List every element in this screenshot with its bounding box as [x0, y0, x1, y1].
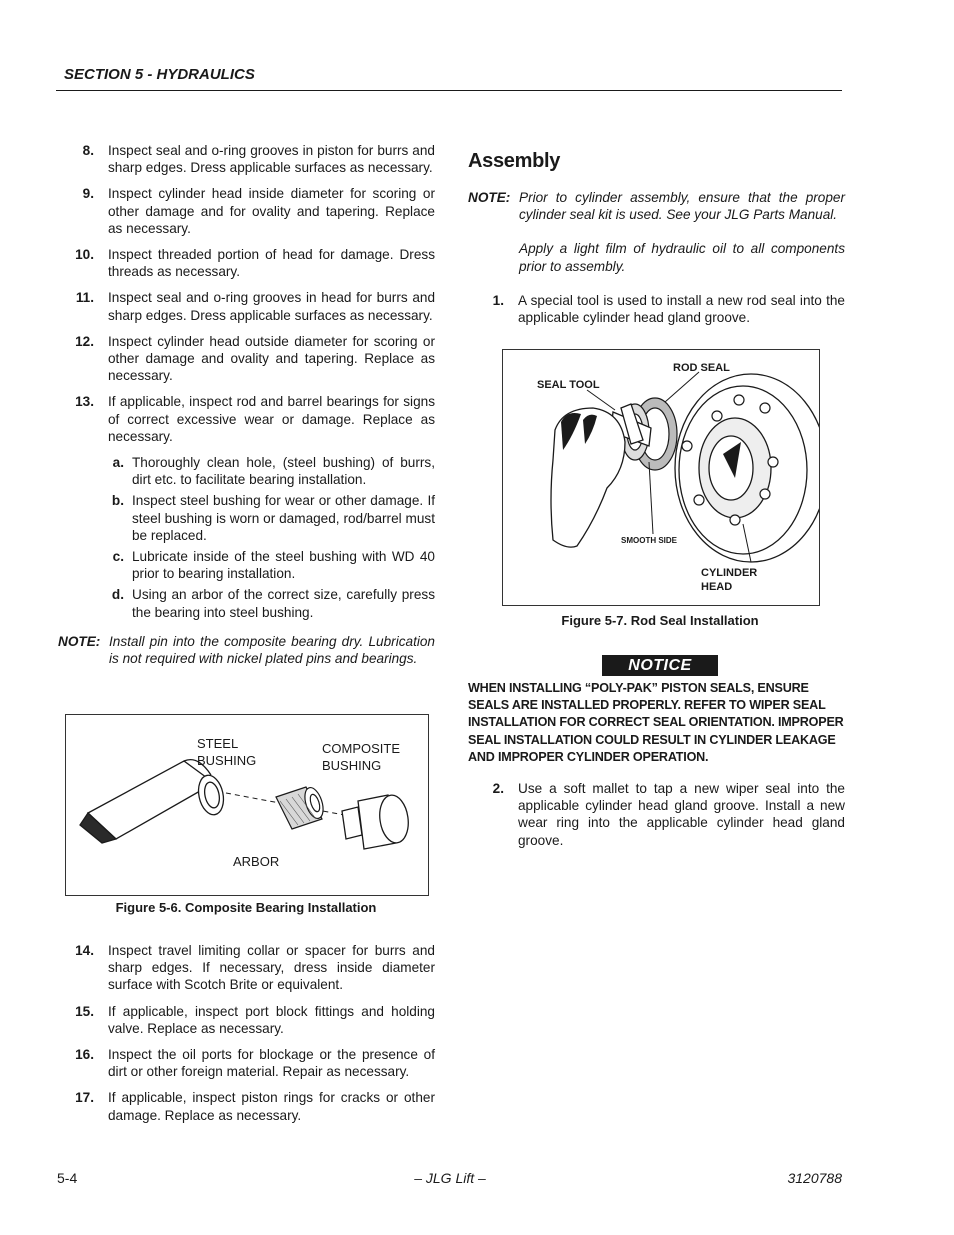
list-item: 13. If applicable, inspect rod and barrel bearings for signs of correct excessive wear or damage. Replace as necessary.	[75, 394, 435, 444]
assembly-heading: Assembly	[468, 150, 561, 172]
figure-6-caption: Figure 5-6. Composite Bearing Installation	[115, 900, 377, 915]
list-item: 8. Inspect seal and o-ring grooves in piston for burrs and sharp edges. Dress applicable surfaces as necessary.	[82, 143, 435, 176]
list-item: 16. Inspect the oil ports for blockage or the presence of dirt or other foreign material. Repair as necessary.	[75, 1047, 435, 1080]
list-item: 11. Inspect seal and o-ring grooves in head for burrs and sharp edges. Dress applicable surfaces as necessary.	[75, 290, 435, 323]
figure-composite-bearing	[65, 714, 429, 896]
assembly-note: NOTE: Prior to cylinder assembly, ensure that the proper cylinder seal kit is used. See your JLG Parts Manual. Apply a light film of hydraulic oil to all components prior to assembly.	[468, 190, 845, 274]
header-rule	[56, 90, 842, 91]
label-composite-bushing: BUSHING	[322, 758, 382, 773]
assembly-step-2: 2. Use a soft mallet to tap a new wiper seal into the applicable cylinder head gland groove. Install a new wear ring into the applicable cylinder head gland groove.	[492, 781, 845, 848]
sub-item: b. Inspect steel bushing for wear or other damage. If steel bushing is worn or damaged, rod/barrel must be replaced.	[111, 493, 435, 543]
assembly-step-1: 1. A special tool is used to install a new rod seal into the applicable cylinder head gland groove.	[492, 293, 845, 326]
list-item: 10. Inspect threaded portion of head for damage. Dress threads as necessary.	[75, 247, 435, 280]
page-number: 5-4	[57, 1170, 78, 1186]
composite-bearing-illustration	[66, 715, 428, 895]
footer-center: – JLG Lift –	[414, 1170, 486, 1186]
list-item: 17. If applicable, inspect piston rings for cracks or other damage. Replace as necessary.	[75, 1090, 435, 1123]
figure-7-caption: Figure 5-7. Rod Seal Installation	[561, 613, 759, 628]
label-cylinder: CYLINDER	[701, 567, 758, 579]
left-column-bottom	[58, 942, 435, 1133]
rod-seal-illustration	[503, 350, 819, 605]
sub-item: a. Thoroughly clean hole, (steel bushing) of burrs, dirt etc. to facilitate bearing installation.	[112, 455, 435, 488]
sub-item: d. Using an arbor of the correct size, carefully press the bearing into steel bushing.	[111, 587, 435, 620]
sub-item: c. Lubricate inside of the steel bushing with WD 40 prior to bearing installation.	[112, 549, 435, 582]
list-item: 15. If applicable, inspect port block fittings and holding valve. Replace as necessary.	[75, 1003, 435, 1036]
list-item: 14. Inspect travel limiting collar or spacer for burrs and sharp edges. If necessary, dress inside diameter surface with Scotch Brite or equivalent.	[75, 943, 435, 993]
label-arbor: ARBOR	[233, 854, 280, 869]
label-smooth-side: SMOOTH SIDE	[621, 536, 678, 545]
document-number: 3120788	[787, 1170, 842, 1186]
notice-text: WHEN INSTALLING “POLY-PAK” PISTON SEALS, ENSURE SEALS ARE INSTALLED PROPERLY. REFER TO WIPER SEAL INSTALLATION FOR CORRECT SEAL ORIENTATION. IMPROPER SEAL INSTALLATION COULD RESULT IN CYLINDER LEAKAGE AND IMPROPER CYLINDER OPERATION.	[468, 681, 844, 764]
label-composite: COMPOSITE	[322, 741, 401, 756]
list-item: 12. Inspect cylinder head outside diameter for scoring or other damage and ovality and tapering. Replace as necessary.	[75, 333, 435, 384]
label-rod-seal: ROD SEAL	[673, 362, 730, 374]
label-seal-tool: SEAL TOOL	[537, 379, 600, 391]
left-column-top	[58, 142, 435, 667]
label-head: HEAD	[701, 581, 733, 593]
label-steel-bushing: BUSHING	[197, 753, 257, 768]
section-title: SECTION 5 - HYDRAULICS	[64, 66, 255, 83]
list-item: 9. Inspect cylinder head inside diameter for scoring or other damage and for ovality and tapering. Replace as necessary.	[82, 186, 435, 236]
note-pin-install: NOTE: Install pin into the composite bearing dry. Lubrication is not required with nickel plated pins and bearings.	[58, 633, 435, 667]
notice-badge: NOTICE	[602, 655, 718, 676]
label-steel: STEEL	[197, 736, 239, 751]
figure-rod-seal	[502, 349, 820, 606]
